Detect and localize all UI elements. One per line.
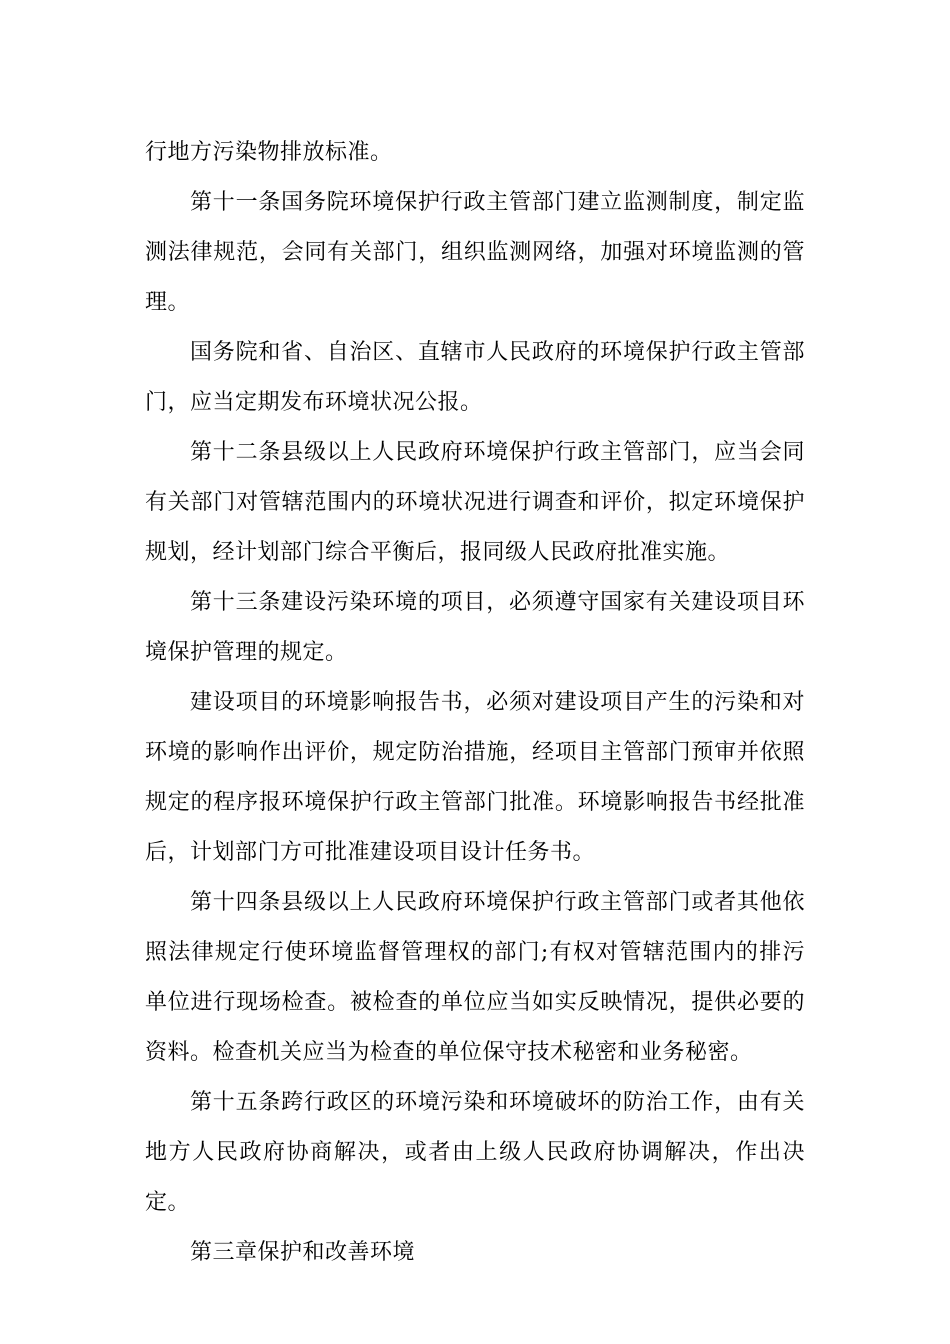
paragraph-article-15: 第十五条跨行政区的环境污染和环境破坏的防治工作，由有关地方人民政府协商解决，或者由上级人民政府协调解决，作出决定。 (145, 1090, 805, 1215)
paragraph-continuation: 行地方污染物排放标准。 (145, 140, 393, 165)
paragraph-article-11: 第十一条国务院环境保护行政主管部门建立监测制度，制定监测法律规范，会同有关部门，组织监测网络，加强对环境监测的管理。 (145, 190, 805, 315)
document-body (145, 128, 805, 1278)
paragraph-article-14: 第十四条县级以上人民政府环境保护行政主管部门或者其他依照法律规定行使环境监督管理权的部门;有权对管辖范围内的排污单位进行现场检查。被检查的单位应当如实反映情况，提供必要的资料。检查机关应当为检查的单位保守技术秘密和业务秘密。 (145, 890, 805, 1065)
paragraph-article-13-report: 建设项目的环境影响报告书，必须对建设项目产生的污染和对环境的影响作出评价，规定防治措施，经项目主管部门预审并依照规定的程序报环境保护行政主管部门批准。环境影响报告书经批准后，计划部门方可批准建设项目设计任务书。 (145, 690, 805, 865)
paragraph-article-11-bulletin: 国务院和省、自治区、直辖市人民政府的环境保护行政主管部门，应当定期发布环境状况公报。 (145, 340, 805, 415)
paragraph-article-13: 第十三条建设污染环境的项目，必须遵守国家有关建设项目环境保护管理的规定。 (145, 590, 805, 665)
chapter-heading: 第三章保护和改善环境 (190, 1240, 416, 1265)
paragraph-article-12: 第十二条县级以上人民政府环境保护行政主管部门，应当会同有关部门对管辖范围内的环境状况进行调查和评价，拟定环境保护规划，经计划部门综合平衡后，报同级人民政府批准实施。 (145, 440, 805, 565)
